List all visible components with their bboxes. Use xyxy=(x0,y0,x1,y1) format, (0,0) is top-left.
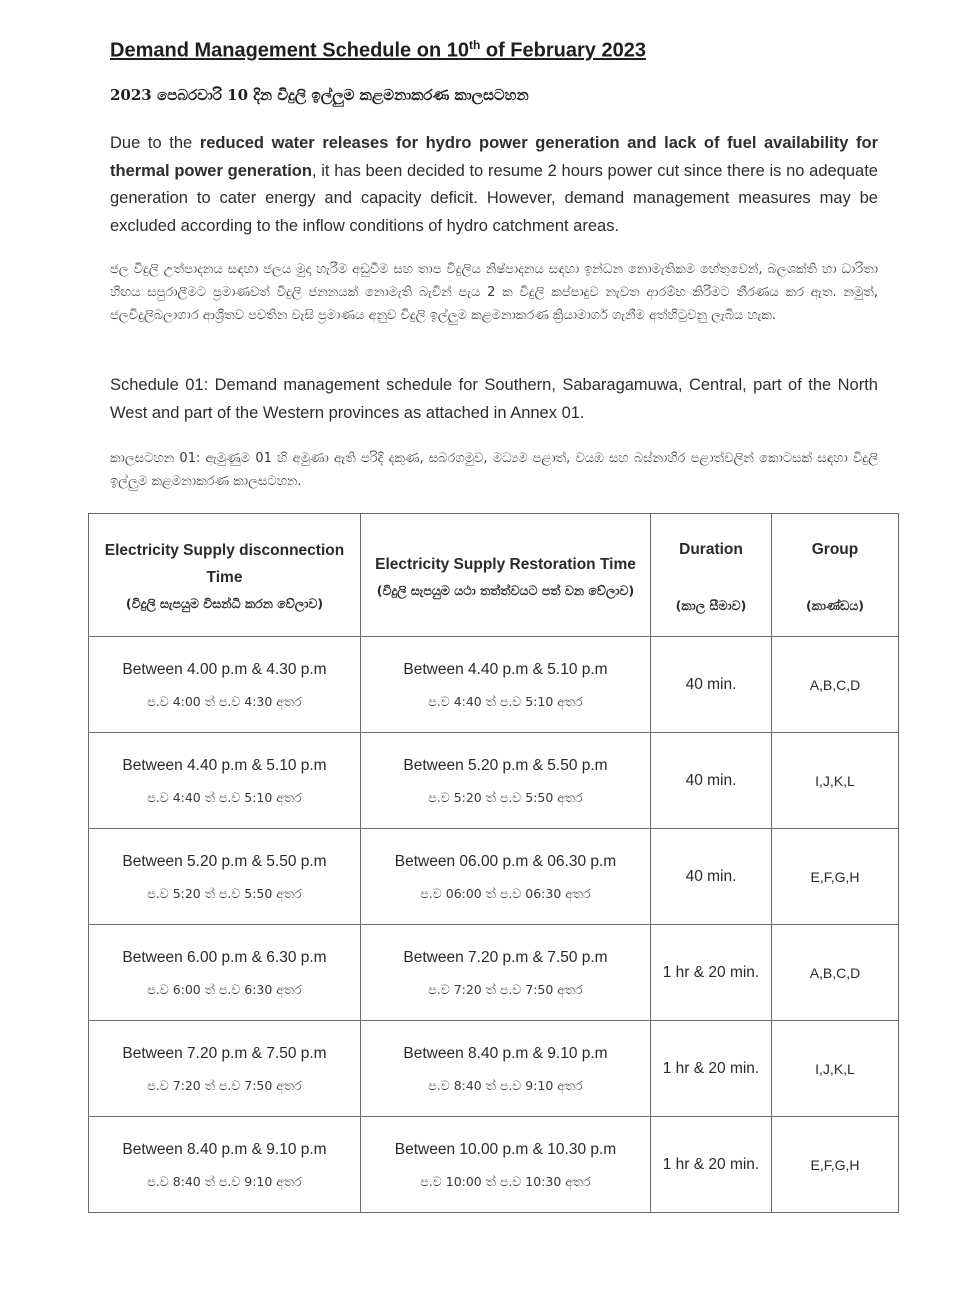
disconnect-cell: Between 7.20 p.m & 7.50 p.m ප.ව 7:20 ත් ප.ව 7:50 අතර xyxy=(89,1021,361,1117)
header-disconnect: Electricity Supply disconnection Time (විදුලි සැපයුම විසන්ධි කරන වේලාව) xyxy=(89,514,361,637)
restore-cell: Between 4.40 p.m & 5.10 p.m ප.ව 4:40 ත් ප.ව 5:10 අතර xyxy=(361,637,651,733)
duration-cell: 40 min. xyxy=(651,733,772,829)
schedule-table xyxy=(88,513,899,1213)
schedule-paragraph: Schedule 01: Demand management schedule for Southern, Sabaragamuwa, Central, part of the North West and part of the Western provinces as attached in Annex 01. xyxy=(110,376,878,422)
duration-cell: 1 hr & 20 min. xyxy=(651,1117,772,1213)
restore-cell: Between 10.00 p.m & 10.30 p.m ප.ව 10:00 ත් ප.ව 10:30 අතර xyxy=(361,1117,651,1213)
duration-cell: 40 min. xyxy=(651,829,772,925)
group-cell: I,J,K,L xyxy=(772,733,899,829)
group-cell: A,B,C,D xyxy=(772,637,899,733)
header-duration: Duration (කාල සීමාව) xyxy=(651,514,772,637)
group-cell: E,F,G,H xyxy=(772,1117,899,1213)
table-row xyxy=(89,733,899,829)
duration-cell: 1 hr & 20 min. xyxy=(651,925,772,1021)
group-cell: A,B,C,D xyxy=(772,925,899,1021)
restore-cell: Between 06.00 p.m & 06.30 p.m ප.ව 06:00 ත් ප.ව 06:30 අතර xyxy=(361,829,651,925)
restore-cell: Between 8.40 p.m & 9.10 p.m ප.ව 8:40 ත් ප.ව 9:10 අතර xyxy=(361,1021,651,1117)
intro-paragraph: Due to the reduced water releases for hydro power generation and lack of fuel availability for thermal power generation, it has been decided to resume 2 hours power cut since there is no adequate generation to cater energy and capacity deficit. However, demand management measures may be excluded according to the inflow conditions of hydro catchment areas. xyxy=(110,134,878,235)
group-cell: I,J,K,L xyxy=(772,1021,899,1117)
schedule-paragraph-sinhala: කාලසටහන 01: ඇමුණුම 01 හි අමුණා ඇති පරිදි දකුණ, සබරගමුව, මධ්‍යම පළාත්, වයඹ සහ බස්නාහිර පළාත්වලින් කොටසක් සඳහා විදුලි ඉල්ලුම කළමනාකරණ කාලසටහන. xyxy=(110,451,878,489)
table-row xyxy=(89,1117,899,1213)
disconnect-cell: Between 4.40 p.m & 5.10 p.m ප.ව 4:40 ත් ප.ව 5:10 අතර xyxy=(89,733,361,829)
header-group: Group (කාණ්ඩය) xyxy=(772,514,899,637)
sinhala-title: 2023 පෙබරවාරි 10 දින විදුලි ඉල්ලුම කළමනාකරණ කාලසටහන xyxy=(110,86,529,104)
group-cell: E,F,G,H xyxy=(772,829,899,925)
table-row xyxy=(89,925,899,1021)
page-title: Demand Management Schedule on 10th of February 2023 xyxy=(110,38,646,62)
disconnect-cell: Between 5.20 p.m & 5.50 p.m ප.ව 5:20 ත් ප.ව 5:50 අතර xyxy=(89,829,361,925)
duration-cell: 40 min. xyxy=(651,637,772,733)
intro-paragraph-sinhala: ජල විදුලි උත්පාදනය සඳහා ජලය මුදා හැරීම අඩුවීම සහ තාප විදුලිය නිෂ්පාදනය සඳහා ඉන්ධන නොමැතිකම හේතුවෙන්, බලශක්ති හා ධාරිතා හිඟය සපුරාලීමට ප්‍රමාණවත් විදුලි ජනනයක් නොමැති බැවින් පැය 2 ක විදුලි කප්පාදුව නැවත ආරම්භ කිරීමට තීරණය කර ඇත. නමුත්, ජලවිදුලිබලාගාර ආශ්‍රිතව පවතින වැසි ප්‍රමාණය අනුව විදුලි ඉල්ලුම කළමනාකරණ ක්‍රියාමාර්ග ගැනීම අත්හිටුවනු ලැබිය හැක. xyxy=(110,262,878,323)
table-row xyxy=(89,829,899,925)
table-row xyxy=(89,637,899,733)
table-row xyxy=(89,1021,899,1117)
disconnect-cell: Between 4.00 p.m & 4.30 p.m ප.ව 4:00 ත් ප.ව 4:30 අතර xyxy=(89,637,361,733)
disconnect-cell: Between 6.00 p.m & 6.30 p.m ප.ව 6:00 ත් ප.ව 6:30 අතර xyxy=(89,925,361,1021)
disconnect-cell: Between 8.40 p.m & 9.10 p.m ප.ව 8:40 ත් ප.ව 9:10 අතර xyxy=(89,1117,361,1213)
table-header-row xyxy=(89,514,899,637)
header-restore: Electricity Supply Restoration Time (විදුලි සැපයුම යථා තත්ත්වයට පත් වන වේලාව) xyxy=(361,514,651,637)
restore-cell: Between 5.20 p.m & 5.50 p.m ප.ව 5:20 ත් ප.ව 5:50 අතර xyxy=(361,733,651,829)
duration-cell: 1 hr & 20 min. xyxy=(651,1021,772,1117)
restore-cell: Between 7.20 p.m & 7.50 p.m ප.ව 7:20 ත් ප.ව 7:50 අතර xyxy=(361,925,651,1021)
